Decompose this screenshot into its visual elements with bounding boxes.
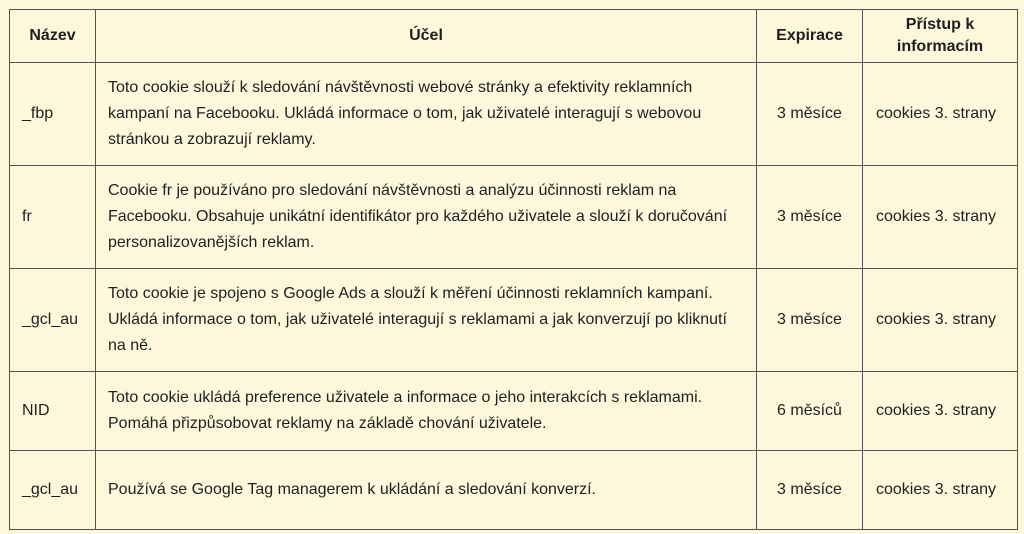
table-row <box>10 372 1018 451</box>
header-access: Přístup k informacím <box>863 10 1018 63</box>
table-row <box>10 451 1018 530</box>
table-row <box>10 166 1018 269</box>
cookie-expiration-cell: 6 měsíců <box>757 372 863 451</box>
header-expiration: Expirace <box>757 10 863 63</box>
cookie-purpose-cell: Toto cookie je spojeno s Google Ads a slouží k měření účinnosti reklamních kampaní. Ukládá informace o tom, jak uživatelé interagují s reklamami a jak konverzují po kliknutí na ně. <box>96 269 757 372</box>
cookie-purpose-cell: Používá se Google Tag managerem k ukládání a sledování konverzí. <box>96 451 757 530</box>
cookie-expiration-cell: 3 měsíce <box>757 269 863 372</box>
table-row <box>10 63 1018 166</box>
cookie-table <box>9 9 1018 530</box>
cookie-name-cell: fr <box>10 166 96 269</box>
header-purpose: Účel <box>96 10 757 63</box>
cookie-name-cell: NID <box>10 372 96 451</box>
cookie-purpose-cell: Toto cookie slouží k sledování návštěvnosti webové stránky a efektivity reklamních kampaní na Facebooku. Ukládá informace o tom, jak uživatelé interagují s webovou stránkou a zobrazují reklamy. <box>96 63 757 166</box>
table-row <box>10 269 1018 372</box>
cookie-access-cell: cookies 3. strany <box>863 372 1018 451</box>
cookie-expiration-cell: 3 měsíce <box>757 451 863 530</box>
cookie-name-cell: _gcl_au <box>10 451 96 530</box>
cookie-name-cell: _gcl_au <box>10 269 96 372</box>
cookie-expiration-cell: 3 měsíce <box>757 63 863 166</box>
cookie-access-cell: cookies 3. strany <box>863 269 1018 372</box>
cookie-access-cell: cookies 3. strany <box>863 451 1018 530</box>
cookie-purpose-cell: Cookie fr je používáno pro sledování návštěvnosti a analýzu účinnosti reklam na Facebooku. Obsahuje unikátní identifikátor pro každého uživatele a slouží k doručování personalizovanějších reklam. <box>96 166 757 269</box>
cookie-name-cell: _fbp <box>10 63 96 166</box>
cookie-access-cell: cookies 3. strany <box>863 63 1018 166</box>
table-header-row <box>10 10 1018 63</box>
cookie-expiration-cell: 3 měsíce <box>757 166 863 269</box>
header-name: Název <box>10 10 96 63</box>
cookie-purpose-cell: Toto cookie ukládá preference uživatele a informace o jeho interakcích s reklamami. Pomáhá přizpůsobovat reklamy na základě chování uživatele. <box>96 372 757 451</box>
cookie-table-container <box>9 9 1017 530</box>
cookie-access-cell: cookies 3. strany <box>863 166 1018 269</box>
